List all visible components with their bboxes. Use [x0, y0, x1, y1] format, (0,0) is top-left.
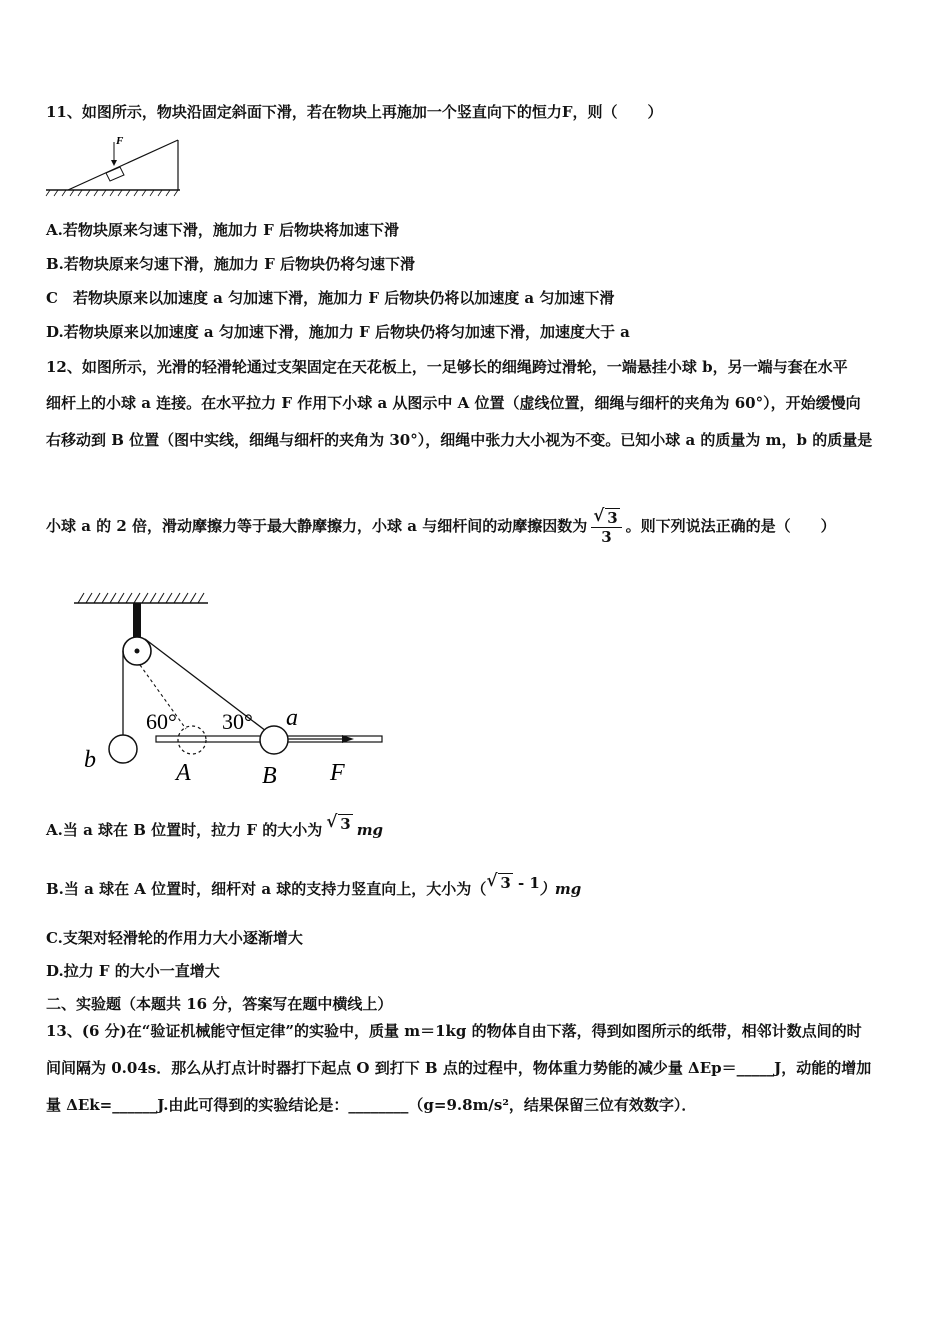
q11-incline-figure: [44, 132, 184, 198]
q11-option-d: D.若物块原来以加速度 a 匀加速下滑，施加力 F 后物块仍将匀加速下滑，加速度大于 a: [46, 323, 630, 341]
q13-line-2: 间间隔为 0.04s．那么从打点计时器打下起点 O 到打下 B 点的过程中，物体重力势能的减少量 ΔEp＝_____J，动能的增加: [46, 1059, 872, 1077]
q12-label-F: F: [330, 760, 345, 786]
q12-line-2: 细杆上的小球 a 连接。在水平拉力 F 作用下小球 a 从图示中 A 位置（虚线位置，细绳与细杆的夹角为 60°），开始缓慢向: [46, 394, 861, 412]
q12-line-4-post: 。则下列说法正确的是（ ）: [625, 517, 836, 535]
q12-fraction-denominator: 3: [601, 527, 612, 546]
q12-option-b-text: B.当 a 球在 A 位置时，细杆对 a 球的支持力竖直向上，大小为（: [46, 880, 487, 898]
q12-angle-30: 30°: [222, 709, 253, 734]
q12-label-a: a: [286, 705, 298, 731]
q11-option-a: A.若物块原来匀速下滑，施加力 F 后物块将加速下滑: [46, 221, 399, 239]
q12-option-b-radicand: 3: [500, 874, 511, 892]
q12-label-B: B: [262, 763, 277, 789]
q12-label-A: A: [176, 760, 191, 786]
q12-option-a-radicand: 3: [340, 815, 351, 833]
q12-option-b-unit: ）mg: [539, 880, 582, 898]
q13-line-1: 13、(6 分)在“验证机械能守恒定律”的实验中，质量 m＝1kg 的物体自由下落，得到如图所示的纸带，相邻计数点间的时: [46, 1022, 862, 1040]
q12-line-4-pre: 小球 a 的 2 倍，滑动摩擦力等于最大静摩擦力，小球 a 与细杆间的动摩擦因数为: [46, 517, 588, 535]
q12-option-a-text: A.当 a 球在 B 位置时，拉力 F 的大小为: [46, 821, 323, 839]
q12-friction-fraction: [591, 509, 621, 546]
q12-option-a: [46, 815, 384, 840]
q12-line-3: 右移动到 B 位置（图中实线，细绳与细杆的夹角为 30°），细绳中张力大小视为不变。已知小球 a 的质量为 m，b 的质量是: [46, 431, 873, 449]
q12-option-b-minus: - 1: [512, 874, 540, 892]
q12-option-a-sqrt: [326, 814, 352, 834]
q12-pulley-figure: [70, 585, 400, 795]
q13-line-3: 量 ΔEk=______J.由此可得到的实验结论是：________（g=9.8m/s²，结果保留三位有效数字）．: [46, 1096, 697, 1114]
section-2-title: 二、实验题（本题共 16 分，答案写在题中横线上）: [46, 995, 393, 1013]
q12-label-b: b: [84, 747, 96, 773]
q12-fraction-numerator: 3: [607, 508, 618, 527]
q12-option-a-unit: mg: [356, 821, 384, 839]
q12-option-c: C.支架对轻滑轮的作用力大小逐渐增大: [46, 929, 303, 947]
q12-option-b-sqrt: [486, 873, 512, 893]
q11-option-c: C 若物块原来以加速度 a 匀加速下滑，施加力 F 后物块仍将以加速度 a 匀加速下滑: [46, 289, 615, 307]
q12-angle-60: 60°: [146, 709, 177, 734]
q11-force-label: F: [116, 135, 124, 147]
q12-option-b: [46, 874, 582, 899]
q11-option-b: B.若物块原来匀速下滑，施加力 F 后物块仍将匀速下滑: [46, 255, 415, 273]
q12-line-4: [46, 498, 836, 554]
q12-line-1: 12、如图所示，光滑的轻滑轮通过支架固定在天花板上，一足够长的细绳跨过滑轮，一端悬挂小球 b，另一端与套在水平: [46, 358, 848, 376]
q12-option-d: D.拉力 F 的大小一直增大: [46, 962, 220, 980]
q11-stem: 11、如图所示，物块沿固定斜面下滑，若在物块上再施加一个竖直向下的恒力F，则（ ）: [46, 103, 663, 121]
